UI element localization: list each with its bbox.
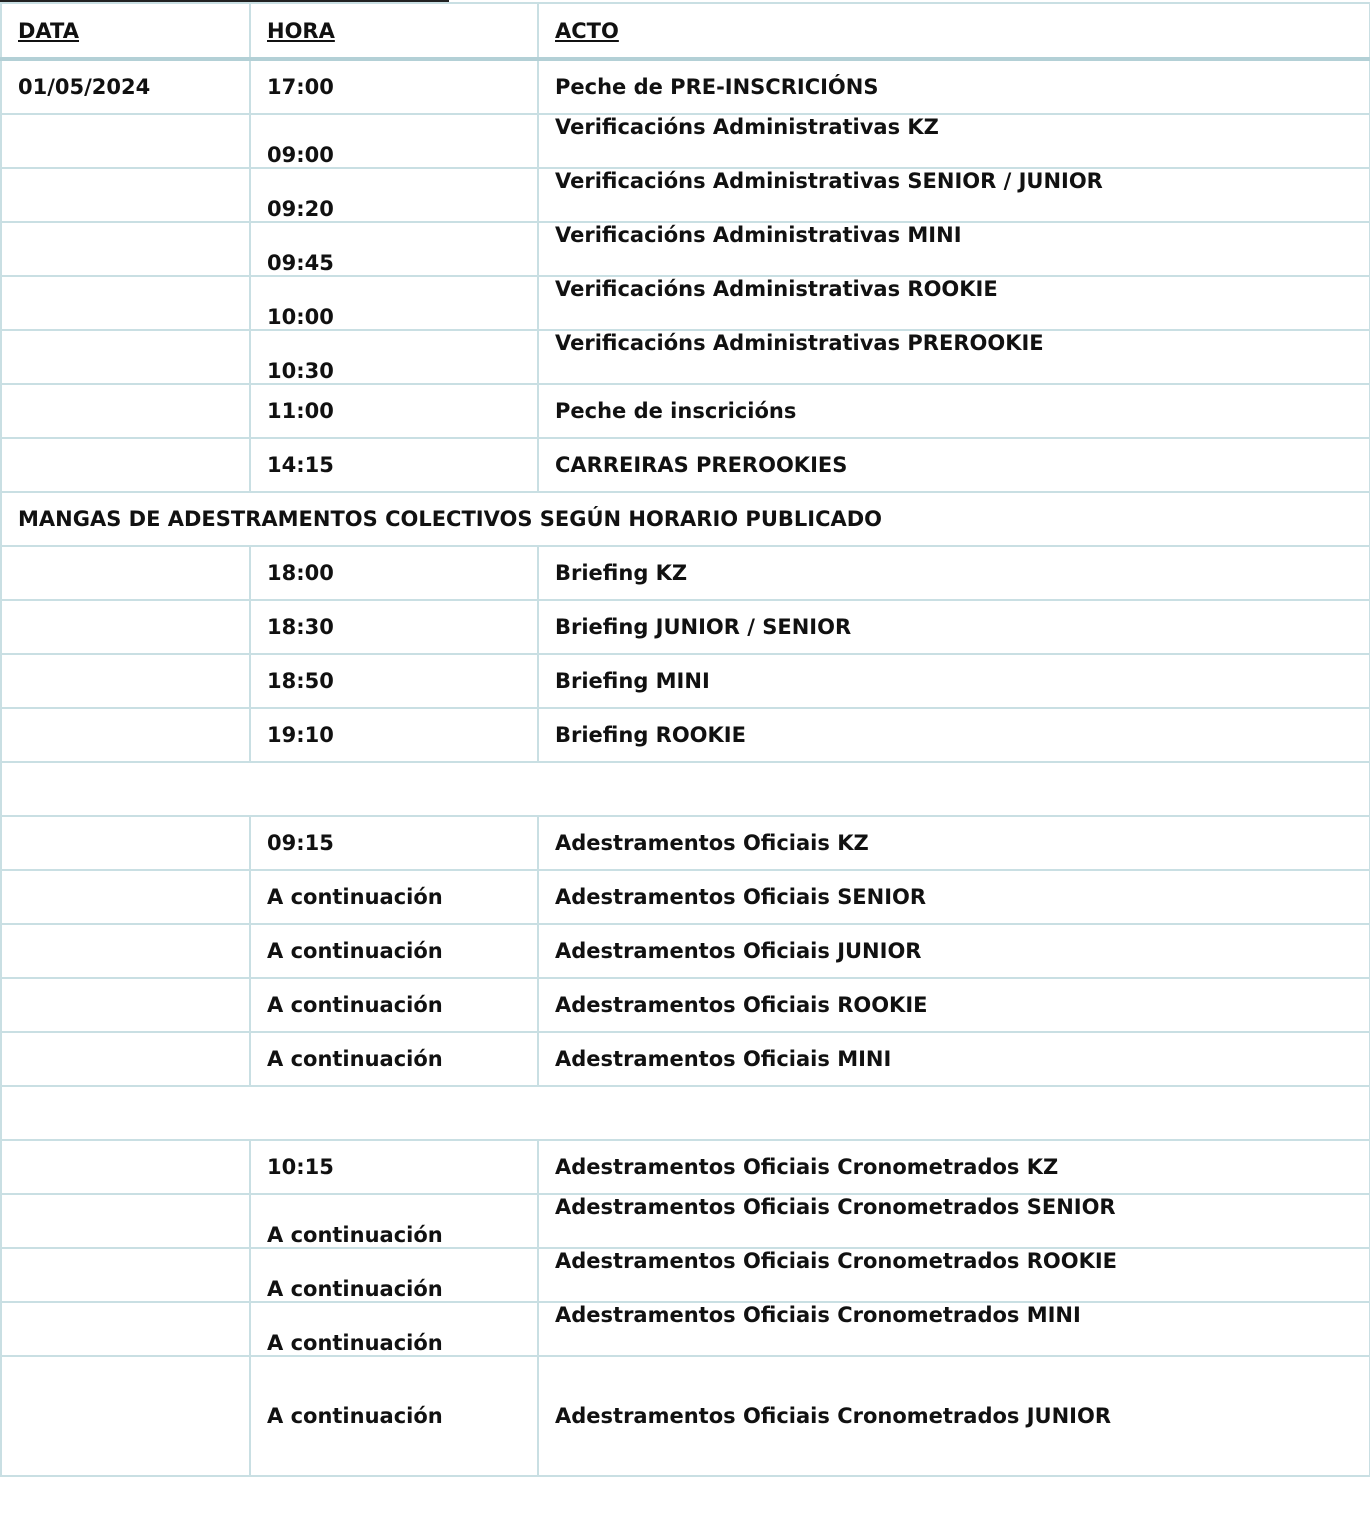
- acto-cell: Adestramentos Oficiais Cronometrados MINI: [538, 1302, 1370, 1356]
- acto-cell: Briefing MINI: [538, 654, 1370, 708]
- table-row: [1, 330, 1370, 384]
- hora-cell: 14:15: [250, 438, 538, 492]
- date-cell: 01/05/2024: [1, 59, 250, 114]
- table-row: [1, 600, 1370, 654]
- date-cell: [1, 438, 250, 492]
- date-cell: [1, 654, 250, 708]
- acto-cell: Briefing JUNIOR / SENIOR: [538, 600, 1370, 654]
- acto-cell: Adestramentos Oficiais SENIOR: [538, 870, 1370, 924]
- hora-cell: A continuación: [250, 1356, 538, 1476]
- header-acto: ACTO: [538, 3, 1370, 59]
- date-cell: [1, 816, 250, 870]
- header-date: DATA: [1, 3, 250, 59]
- table-row: [1, 546, 1370, 600]
- table-row: [1, 438, 1370, 492]
- hora-cell: 09:20: [250, 168, 538, 222]
- date-cell: [1, 708, 250, 762]
- date-cell: [1, 870, 250, 924]
- table-row: [1, 222, 1370, 276]
- section-row: [1, 492, 1370, 546]
- date-cell: [1, 168, 250, 222]
- table-row: [1, 654, 1370, 708]
- acto-cell: Verificacións Administrativas PREROOKIE: [538, 330, 1370, 384]
- table-row: [1, 816, 1370, 870]
- section-title: MANGAS DE ADESTRAMENTOS COLECTIVOS SEGÚN HORARIO PUBLICADO: [1, 492, 1370, 546]
- table-row: [1, 384, 1370, 438]
- hora-cell: 18:50: [250, 654, 538, 708]
- acto-cell: Adestramentos Oficiais Cronometrados KZ: [538, 1140, 1370, 1194]
- date-cell: [1, 1302, 250, 1356]
- acto-cell: Adestramentos Oficiais ROOKIE: [538, 978, 1370, 1032]
- acto-cell: Verificacións Administrativas ROOKIE: [538, 276, 1370, 330]
- acto-cell: Verificacións Administrativas KZ: [538, 114, 1370, 168]
- acto-cell: Adestramentos Oficiais MINI: [538, 1032, 1370, 1086]
- date-cell: [1, 222, 250, 276]
- blank-cell: [1, 762, 1370, 816]
- date-cell: [1, 600, 250, 654]
- hora-cell: 10:00: [250, 276, 538, 330]
- hora-cell: A continuación: [250, 1248, 538, 1302]
- table-row: [1, 1248, 1370, 1302]
- acto-cell: Adestramentos Oficiais JUNIOR: [538, 924, 1370, 978]
- date-cell: [1, 546, 250, 600]
- date-cell: [1, 384, 250, 438]
- table-row: [1, 59, 1370, 114]
- date-cell: [1, 276, 250, 330]
- blank-cell: [1, 1086, 1370, 1140]
- date-cell: [1, 330, 250, 384]
- table-row: [1, 870, 1370, 924]
- acto-cell: Verificacións Administrativas SENIOR / JUNIOR: [538, 168, 1370, 222]
- hora-cell: A continuación: [250, 1194, 538, 1248]
- hora-cell: A continuación: [250, 978, 538, 1032]
- date-cell: [1, 1356, 250, 1476]
- hora-cell: 09:00: [250, 114, 538, 168]
- hora-cell: 09:45: [250, 222, 538, 276]
- hora-cell: 10:15: [250, 1140, 538, 1194]
- header-row: [1, 3, 1370, 59]
- schedule-table: [0, 2, 1370, 1477]
- blank-row: [1, 762, 1370, 816]
- acto-cell: Briefing KZ: [538, 546, 1370, 600]
- table-row: [1, 276, 1370, 330]
- header-hora: HORA: [250, 3, 538, 59]
- hora-cell: 18:00: [250, 546, 538, 600]
- acto-cell: Adestramentos Oficiais Cronometrados ROOKIE: [538, 1248, 1370, 1302]
- table-row: [1, 1356, 1370, 1476]
- hora-cell: 10:30: [250, 330, 538, 384]
- table-row: [1, 1140, 1370, 1194]
- acto-cell: Briefing ROOKIE: [538, 708, 1370, 762]
- blank-row: [1, 1086, 1370, 1140]
- table-row: [1, 1032, 1370, 1086]
- hora-cell: A continuación: [250, 924, 538, 978]
- hora-cell: A continuación: [250, 870, 538, 924]
- table-row: [1, 978, 1370, 1032]
- hora-cell: A continuación: [250, 1302, 538, 1356]
- hora-cell: A continuación: [250, 1032, 538, 1086]
- acto-cell: Peche de inscricións: [538, 384, 1370, 438]
- table-row: [1, 924, 1370, 978]
- acto-cell: Adestramentos Oficiais Cronometrados SENIOR: [538, 1194, 1370, 1248]
- date-cell: [1, 114, 250, 168]
- date-cell: [1, 1032, 250, 1086]
- hora-cell: 09:15: [250, 816, 538, 870]
- hora-cell: 19:10: [250, 708, 538, 762]
- date-cell: [1, 1248, 250, 1302]
- table-row: [1, 168, 1370, 222]
- hora-cell: 18:30: [250, 600, 538, 654]
- date-cell: [1, 978, 250, 1032]
- table-row: [1, 1302, 1370, 1356]
- acto-cell: Adestramentos Oficiais Cronometrados JUNIOR: [538, 1356, 1370, 1476]
- table-row: [1, 1194, 1370, 1248]
- hora-cell: 17:00: [250, 59, 538, 114]
- table-row: [1, 708, 1370, 762]
- date-cell: [1, 1194, 250, 1248]
- acto-cell: Verificacións Administrativas MINI: [538, 222, 1370, 276]
- acto-cell: CARREIRAS PREROOKIES: [538, 438, 1370, 492]
- date-cell: [1, 924, 250, 978]
- table-row: [1, 114, 1370, 168]
- date-cell: [1, 1140, 250, 1194]
- acto-cell: Peche de PRE-INSCRICIÓNS: [538, 59, 1370, 114]
- acto-cell: Adestramentos Oficiais KZ: [538, 816, 1370, 870]
- hora-cell: 11:00: [250, 384, 538, 438]
